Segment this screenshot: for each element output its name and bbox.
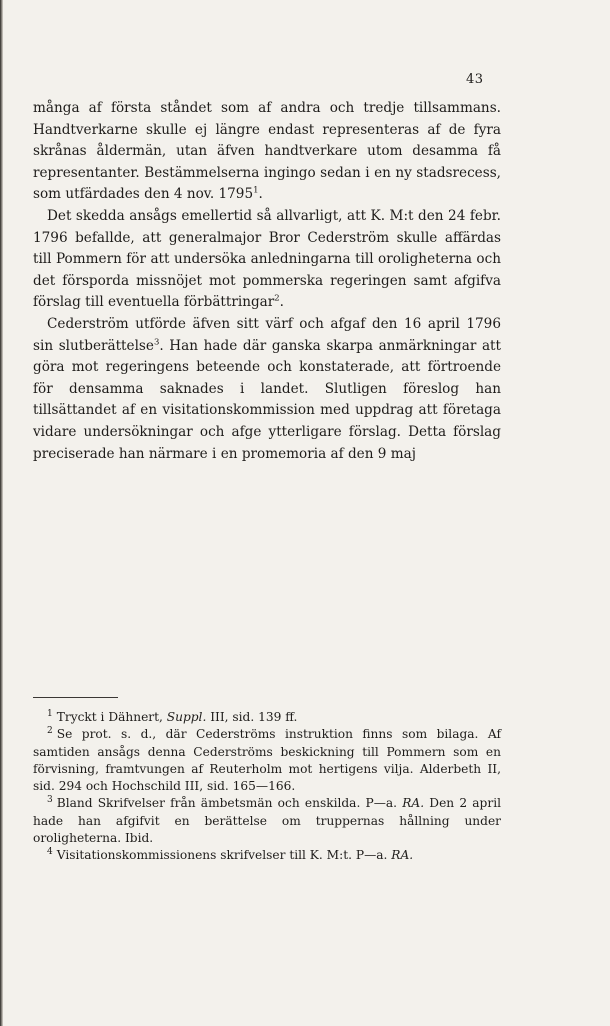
footnote-number: 1 — [47, 708, 53, 719]
text-run: Bland Skrifvelser från ämbetsmän och enskilda. P—a. — [56, 796, 403, 811]
body-text — [33, 98, 501, 465]
text-run: många af första ståndet som af andra och tredje tillsammans. Handtverkarne skulle ej längre endast representeras af de fyra skrånas åldermän, utan äfven handtverkare utom desamma få representanter. Bestämmelserna ingingo sedan i en ny stadsrecess, som utfärdades den 4 nov. 1795 — [33, 100, 501, 203]
paragraph — [33, 206, 501, 314]
footnote-number: 4 — [47, 847, 53, 858]
footnote — [33, 847, 501, 864]
footnote-number: 3 — [47, 795, 53, 806]
text-run: Se prot. s. d., där Cederströms instruktion finns som bilaga. Af samtiden ansågs denna Cederströms beskickning till Pommern som en förvisning, framtvungen af Reuterholm mot hertigens vilja. Alderbeth II, sid. 294 och Hochschild III, sid. 165—166. — [33, 727, 501, 794]
italic-run: Suppl. — [166, 710, 207, 724]
footnote-ref: 3 — [153, 337, 160, 347]
footnote-ref: 2 — [274, 293, 280, 304]
text-run: Det skedda ansågs emellertid så allvarligt, att K. M:t den 24 febr. 1796 befallde, att generalmajor Bror Cederström skulle affärdas till Pommern för att undersöka anledningarna till oroligheterna och det försporda missnöjet mot pommerska regeringen samt afgifva förslag till eventuella förbättringar — [33, 207, 501, 311]
footnote-divider — [33, 697, 118, 698]
italic-run: RA. — [402, 796, 425, 811]
footnote-number: 2 — [47, 726, 53, 737]
footnote — [33, 709, 501, 726]
footnote — [33, 795, 501, 847]
footnote — [33, 726, 501, 795]
text-run: . — [258, 186, 263, 203]
text-run: Tryckt i Dähnert, — [56, 710, 167, 724]
footnote-ref: 1 — [253, 185, 259, 196]
text-run: . Han hade där ganska skarpa anmärkningar att göra mot regeringens beteende och konstaterade, att förtroende för densamma saknades i landet. Slutligen föreslog han tillsättandet af en visitationskommission med uppdrag att företaga vidare undersökningar och afge ytterligare förslag. Detta förslag preciserade han närmare i en promemoria af den 9 maj — [33, 337, 501, 462]
text-run: Visitationskommissionens skrifvelser till K. M:t. P—a. — [56, 848, 392, 863]
italic-run: RA. — [391, 848, 414, 863]
page-number: 43 — [466, 72, 484, 87]
page-edge — [0, 0, 3, 1026]
text-run: . — [279, 294, 284, 311]
footnotes — [33, 709, 501, 865]
text-run: Cederström utförde äfven sitt värf och afgaf den 16 april 1796 sin slutberättelse — [33, 315, 501, 354]
paragraph — [33, 98, 501, 206]
text-run: Den 2 april hade han afgifvit en berättelse om truppernas hållning under oroligheterna. Ibid. — [33, 796, 501, 846]
text-run: III, sid. 139 ff. — [206, 710, 298, 724]
paragraph — [33, 314, 501, 465]
